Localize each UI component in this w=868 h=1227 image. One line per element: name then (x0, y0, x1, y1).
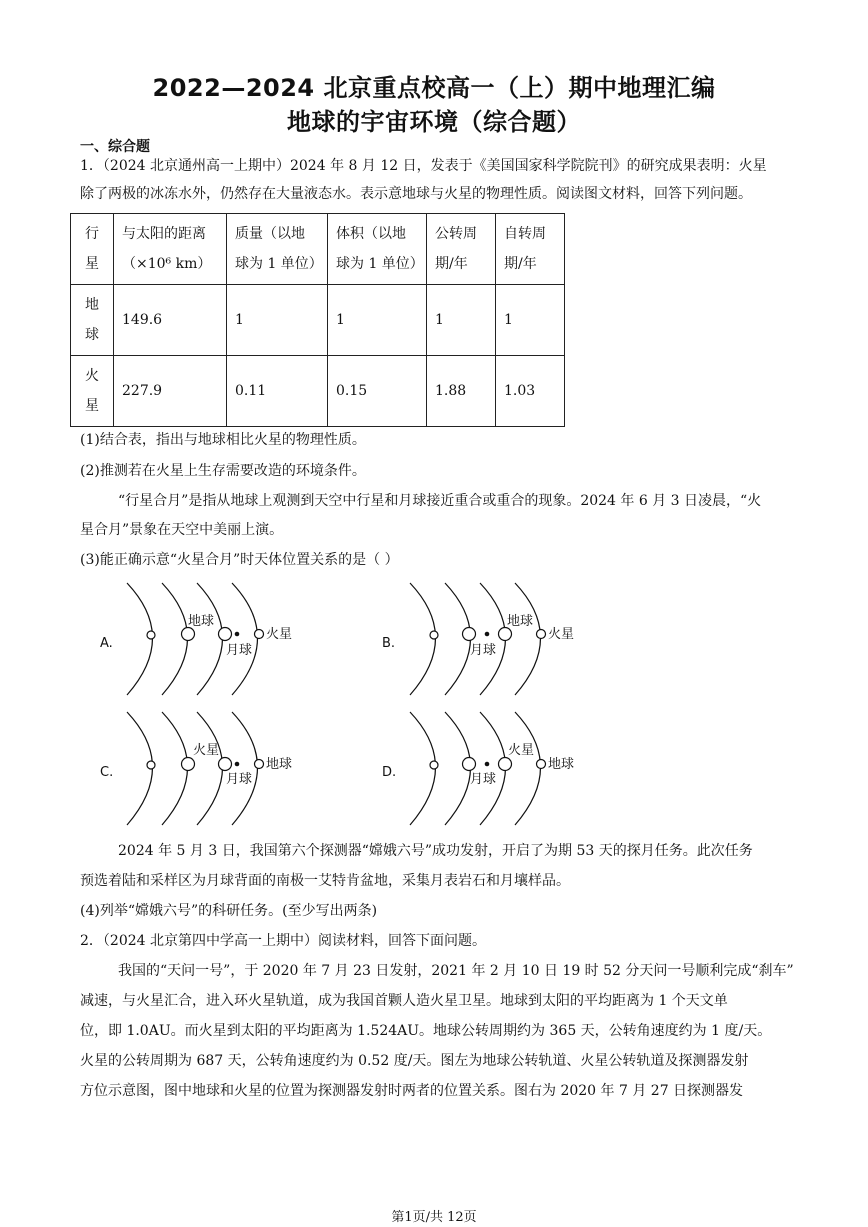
option-d-earth-label: 地球 (548, 757, 575, 772)
section-heading: 一、综合题 (80, 139, 150, 155)
q2-para-line-3: 位，即 1.0AU。而火星到太阳的平均距离为 1.524AU。地球公转周期约为 365 天，公转角速度约为 1 度/天。 (80, 1023, 772, 1039)
option-diagrams (0, 575, 868, 835)
table-cell: 1.88 (427, 356, 496, 427)
option-a-earth-label: 地球 (188, 614, 215, 629)
table-cell: 227.9 (114, 356, 227, 427)
header-cell-distance: 与太阳的距离 （×10⁶ km） (114, 214, 227, 285)
table-row (71, 285, 565, 356)
header-cell-mass: 质量（以地 球为 1 单位） (227, 214, 328, 285)
header-cell-rotation-period: 自转周 期/年 (496, 214, 565, 285)
table-cell: 1 (496, 285, 565, 356)
table-cell: 149.6 (114, 285, 227, 356)
q1-material-line-1: “行星合月”是指从地球上观测到天空中行星和月球接近重合或重合的现象。2024 年 6 月 3 日凌晨，“火 (118, 493, 762, 509)
q2-para-line-4: 火星的公转周期为 687 天，公转角速度约为 0.52 度/天。图左为地球公转轨道、火星公转轨道及探测器发射 (80, 1053, 749, 1069)
option-b-earth-label: 地球 (507, 614, 534, 629)
q1-sub-question-4: (4)列举“嫦娥六号”的科研任务。(至少写出两条) (80, 903, 378, 919)
table-row (71, 356, 565, 427)
title-line-1: 2022—2024 北京重点校高一（上）期中地理汇编 (152, 74, 716, 102)
q1-sub-question-3: (3)能正确示意“火星合月”时天体位置关系的是（ ） (80, 552, 399, 568)
q2-stem: 2．（2024 北京第四中学高一上期中）阅读材料，回答下面问题。 (80, 933, 486, 949)
table-cell: 1.03 (496, 356, 565, 427)
option-b-moon-label: 月球 (470, 643, 497, 658)
q1-sub-question-2: (2)推测若在火星上生存需要改造的环境条件。 (80, 463, 366, 479)
option-a-moon-label: 月球 (226, 643, 253, 658)
table-header-row (71, 214, 565, 285)
page-footer: 第1页/共 12页 (391, 1210, 477, 1225)
header-cell-orbit-period: 公转周 期/年 (427, 214, 496, 285)
q2-para-line-5: 方位示意图，图中地球和火星的位置为探测器发射时两者的位置关系。图右为 2020 年 7 月 27 日探测器发 (80, 1083, 744, 1099)
option-b-mars-label: 火星 (548, 627, 575, 642)
q1-stem-line-2: 除了两极的冰冻水外，仍然存在大量液态水。表示意地球与火星的物理性质。阅读图文材料，回答下列问题。 (80, 186, 752, 202)
option-a-mars-label: 火星 (266, 627, 293, 642)
option-c-letter: C. (100, 765, 114, 780)
option-d-letter: D. (382, 765, 397, 780)
table-cell: 0.15 (328, 356, 427, 427)
option-b-letter: B. (382, 636, 396, 651)
table-cell-planet: 火 星 (71, 356, 114, 427)
option-c-moon-label: 月球 (226, 772, 253, 787)
q2-para-line-1: 我国的“天问一号”，于 2020 年 7 月 23 日发射，2021 年 2 月 10 日 19 时 52 分天问一号顺利完成“刹车” (118, 963, 794, 979)
table-cell: 1 (227, 285, 328, 356)
q1-material-line-4: 预选着陆和采样区为月球背面的南极一艾特肯盆地，采集月表岩石和月壤样品。 (80, 873, 570, 889)
table-cell: 1 (328, 285, 427, 356)
header-cell-planet: 行 星 (71, 214, 114, 285)
q1-material-line-2: 星合月”景象在天空中美丽上演。 (80, 522, 284, 538)
q1-material-line-3: 2024 年 5 月 3 日，我国第六个探测器“嫦娥六号”成功发射，开启了为期 53 天的探月任务。此次任务 (118, 843, 753, 859)
option-d-moon-label: 月球 (470, 772, 497, 787)
table-cell: 0.11 (227, 356, 328, 427)
option-d-mars-label: 火星 (508, 743, 535, 758)
table-cell: 1 (427, 285, 496, 356)
option-c-earth-label: 地球 (266, 757, 293, 772)
option-c-mars-label: 火星 (193, 743, 220, 758)
table-cell-planet: 地 球 (71, 285, 114, 356)
q1-stem-line-1: 1．（2024 北京通州高一上期中）2024 年 8 月 12 日，发表于《美国国家科学院院刊》的研究成果表明：火星 (80, 158, 767, 174)
planet-properties-table (70, 213, 565, 427)
q1-sub-question-1: (1)结合表，指出与地球相比火星的物理性质。 (80, 432, 366, 448)
option-a-letter: A. (100, 636, 113, 651)
q2-para-line-2: 减速，与火星汇合，进入环火星轨道，成为我国首颗人造火星卫星。地球到太阳的平均距离为 1 个天文单 (80, 993, 728, 1009)
header-cell-volume: 体积（以地 球为 1 单位） (328, 214, 427, 285)
title-line-2: 地球的宇宙环境（综合题） (287, 108, 581, 136)
